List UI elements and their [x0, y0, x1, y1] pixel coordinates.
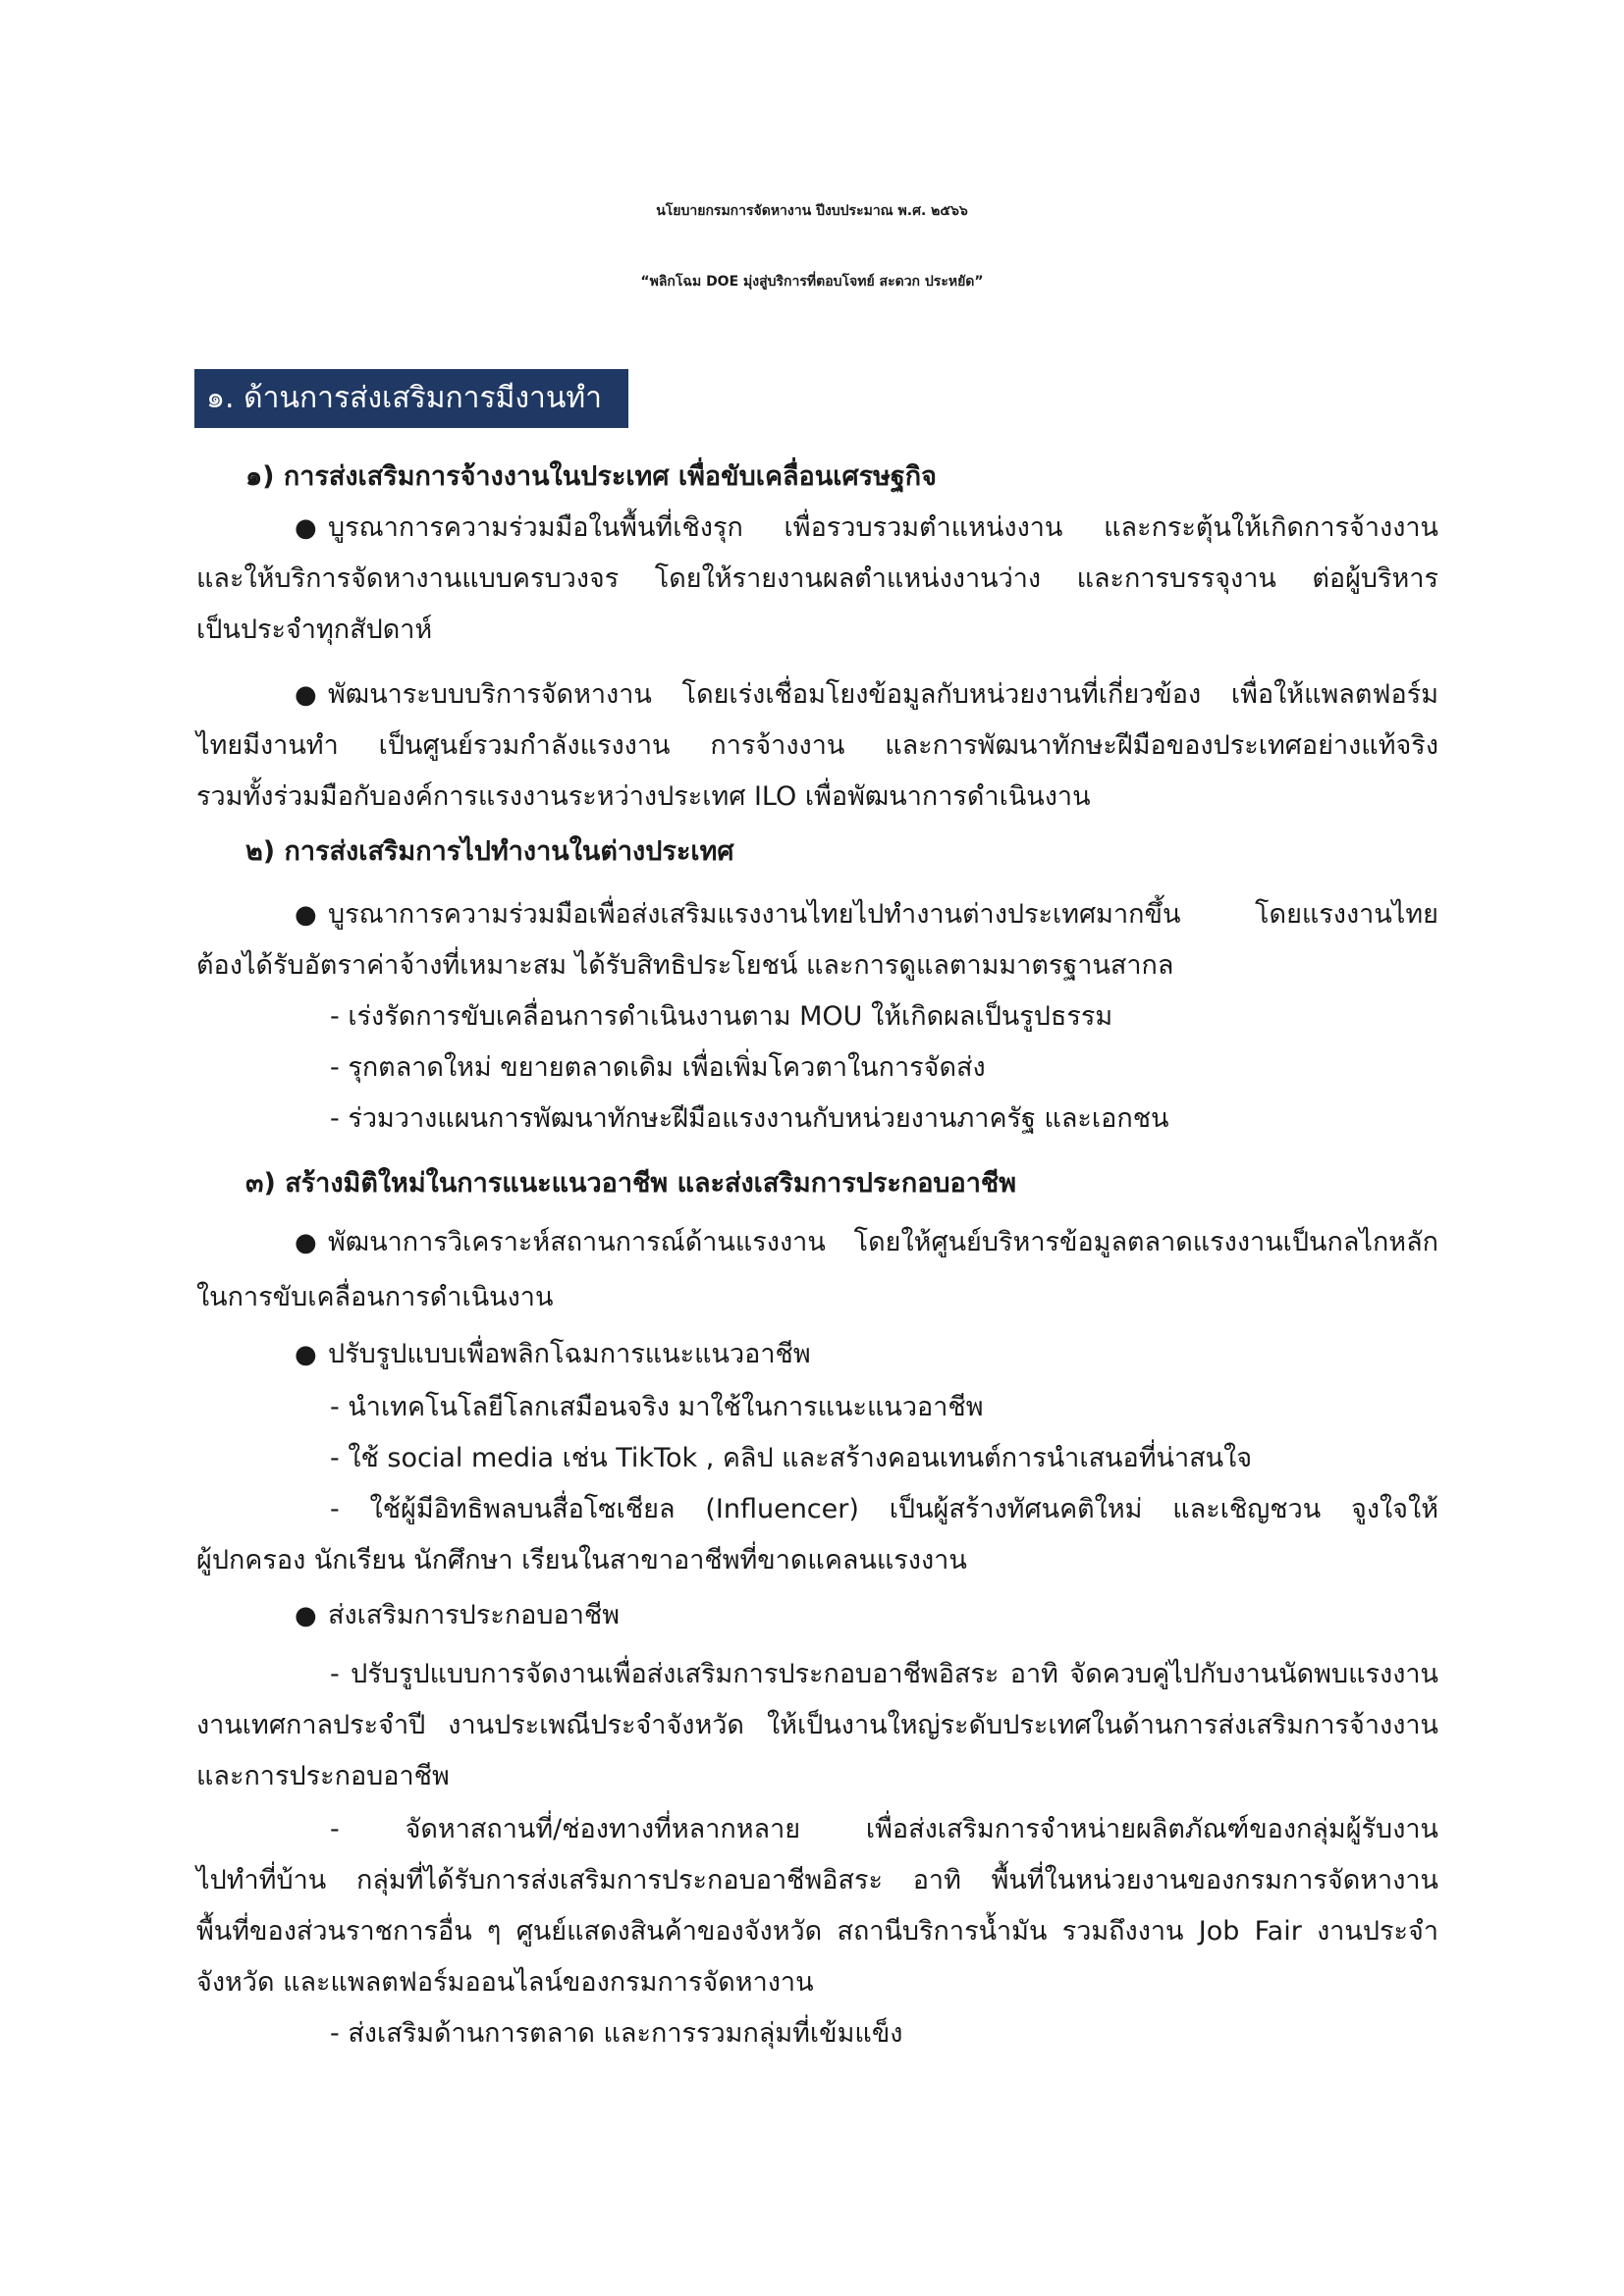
dash-item: - ใช้ social media เช่น TikTok , คลิป และสร้างคอนเทนต์การนำเสนอที่น่าสนใจ [330, 1443, 1253, 1473]
paragraph-line: ต้องได้รับอัตราค่าจ้างที่เหมาะสม ได้รับสิทธิประโยชน์ และการดูแลตามมาตรฐานสากล [196, 950, 1174, 981]
subsection-heading-1: ๑) การส่งเสริมการจ้างงานในประเทศ เพื่อขับเคลื่อนเศรษฐกิจ [245, 461, 937, 492]
paragraph-line: ผู้ปกครอง นักเรียน นักศึกษา เรียนในสาขาอาชีพที่ขาดแคลนแรงงาน [196, 1545, 967, 1575]
subsection-heading-2: ๒) การส่งเสริมการไปทำงานในต่างประเทศ [245, 836, 734, 867]
bullet-icon: ● [295, 1340, 317, 1369]
dash-item: - ร่วมวางแผนการพัฒนาทักษะฝีมือแรงงานกับหน่วยงานภาครัฐ และเอกชน [330, 1103, 1169, 1134]
paragraph-line: ● บูรณาการความร่วมมือเพื่อส่งเสริมแรงงานไทยไปทำงานต่างประเทศมากขึ้น โดยแรงงานไทย [295, 895, 1438, 934]
paragraph-line: เป็นประจำทุกสัปดาห์ [196, 614, 433, 645]
bullet-icon: ● [295, 513, 317, 543]
paragraph-line: - ปรับรูปแบบการจัดงานเพื่อส่งเสริมการประกอบอาชีพอิสระ อาทิ จัดควบคู่ไปกับงานนัดพบแรงงาน [330, 1659, 1438, 1689]
paragraph-line: จังหวัด และแพลตฟอร์มออนไลน์ของกรมการจัดหางาน [196, 1967, 814, 1998]
paragraph-line: รวมทั้งร่วมมือกับองค์การแรงงานระหว่างประเทศ ILO เพื่อพัฒนาการดำเนินงาน [196, 781, 1091, 812]
bullet-icon: ● [295, 680, 317, 710]
paragraph-line: ● พัฒนาการวิเคราะห์สถานการณ์ด้านแรงงาน โดยให้ศูนย์บริหารข้อมูลตลาดแรงงานเป็นกลไกหลัก [295, 1223, 1438, 1262]
section-header: ๑. ด้านการส่งเสริมการมีงานทำ [194, 369, 628, 428]
bullet-title: ● ส่งเสริมการประกอบอาชีพ [295, 1596, 620, 1635]
paragraph-line: งานเทศกาลประจำปี งานประเพณีประจำจังหวัด ให้เป็นงานใหญ่ระดับประเทศในด้านการส่งเสริมการจ้างงาน [196, 1710, 1438, 1740]
dash-item: - เร่งรัดการขับเคลื่อนการดำเนินงานตาม MOU ให้เกิดผลเป็นรูปธรรม [330, 1001, 1113, 1032]
subsection-heading-3: ๓) สร้างมิติใหม่ในการแนะแนวอาชีพ และส่งเสริมการประกอบอาชีพ [245, 1168, 1017, 1199]
dash-item: - นำเทคโนโลยีโลกเสมือนจริง มาใช้ในการแนะแนวอาชีพ [330, 1392, 984, 1422]
paragraph-line: และให้บริการจัดหางานแบบครบวงจร โดยให้รายงานผลตำแหน่งงานว่าง และการบรรจุงาน ต่อผู้บริหาร [196, 563, 1438, 594]
paragraph-line: - จัดหาสถานที่/ช่องทางที่หลากหลาย เพื่อส่งเสริมการจำหน่ายผลิตภัณฑ์ของกลุ่มผู้รับงาน [330, 1814, 1438, 1844]
paragraph-line: ไปทำที่บ้าน กลุ่มที่ได้รับการส่งเสริมการประกอบอาชีพอิสระ อาทิ พื้นที่ในหน่วยงานของกรมการจัดหางาน [196, 1865, 1438, 1896]
paragraph-line: ● บูรณาการความร่วมมือในพื้นที่เชิงรุก เพื่อรวบรวมตำแหน่งงาน และกระตุ้นให้เกิดการจ้างงาน [295, 508, 1438, 548]
bullet-icon: ● [295, 1601, 317, 1630]
bullet-icon: ● [295, 1228, 317, 1257]
bullet-icon: ● [295, 900, 317, 930]
paragraph-line: พื้นที่ของส่วนราชการอื่น ๆ ศูนย์แสดงสินค้าของจังหวัด สถานีบริการน้ำมัน รวมถึงงาน Job Fair งานประจำ [196, 1916, 1438, 1947]
document-title: นโยบายกรมการจัดหางาน ปีงบประมาณ พ.ศ. ๒๕๖๖ [656, 203, 968, 219]
paragraph-line: ในการขับเคลื่อนการดำเนินงาน [196, 1282, 554, 1312]
paragraph-line: - ใช้ผู้มีอิทธิพลบนสื่อโซเชียล (Influencer) เป็นผู้สร้างทัศนคติใหม่ และเชิญชวน จูงใจให้ [330, 1494, 1438, 1524]
paragraph-line: ไทยมีงานทำ เป็นศูนย์รวมกำลังแรงงาน การจ้างงาน และการพัฒนาทักษะฝีมือของประเทศอย่างแท้จริง [196, 730, 1438, 761]
dash-item: - ส่งเสริมด้านการตลาด และการรวมกลุ่มที่เข้มแข็ง [330, 2018, 903, 2049]
document-subtitle: “พลิกโฉม DOE มุ่งสู่บริการที่ตอบโจทย์ สะดวก ประหยัด” [640, 274, 984, 290]
paragraph-line: และการประกอบอาชีพ [196, 1761, 450, 1791]
paragraph-line: ● พัฒนาระบบบริการจัดหางาน โดยเร่งเชื่อมโยงข้อมูลกับหน่วยงานที่เกี่ยวข้อง เพื่อให้แพลตฟอร์ม [295, 675, 1438, 715]
bullet-title: ● ปรับรูปแบบเพื่อพลิกโฉมการแนะแนวอาชีพ [295, 1335, 811, 1374]
dash-item: - รุกตลาดใหม่ ขยายตลาดเดิม เพื่อเพิ่มโควตาในการจัดส่ง [330, 1052, 986, 1083]
